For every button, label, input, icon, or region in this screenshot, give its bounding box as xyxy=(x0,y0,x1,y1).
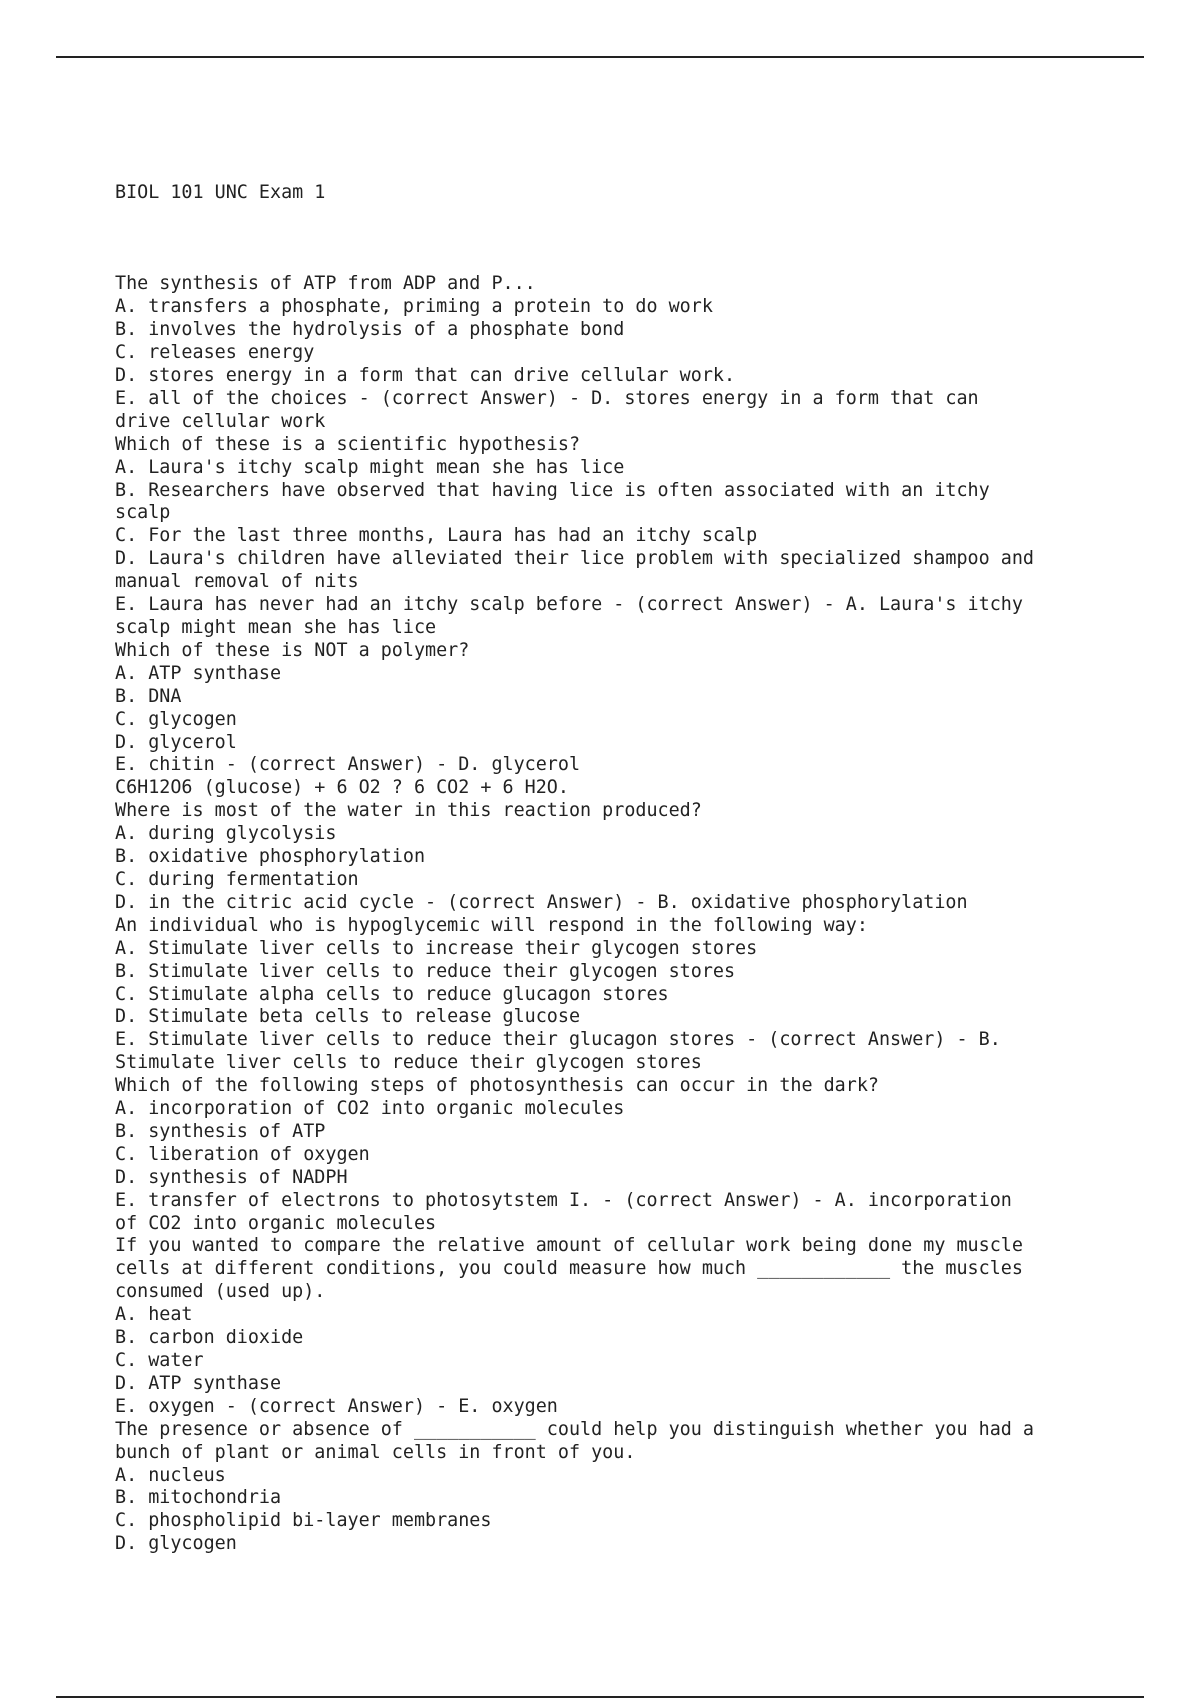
text-line: D. ATP synthase xyxy=(115,1372,282,1394)
text-line: drive cellular work xyxy=(115,410,326,432)
text-line: scalp xyxy=(115,502,171,524)
text-line: A. nucleus xyxy=(115,1464,226,1486)
text-line: C. Stimulate alpha cells to reduce glucagon stores xyxy=(115,983,669,1005)
text-line: B. DNA xyxy=(115,685,182,707)
text-line: Stimulate liver cells to reduce their glycogen stores xyxy=(115,1052,702,1074)
text-line: D. glycogen xyxy=(115,1533,237,1555)
text-line: E. oxygen - (correct Answer) - E. oxygen xyxy=(115,1395,558,1417)
text-line: Which of these is NOT a polymer? xyxy=(115,639,470,661)
text-line: B. mitochondria xyxy=(115,1487,282,1509)
text-line: C. phospholipid bi-layer membranes xyxy=(115,1510,492,1532)
text-line: A. transfers a phosphate, priming a protein to do work xyxy=(115,296,713,318)
text-line: D. stores energy in a form that can drive cellular work. xyxy=(115,365,736,387)
text-line: E. transfer of electrons to photosytstem I. - (correct Answer) - A. incorporation xyxy=(115,1189,1012,1211)
text-line: A. Stimulate liver cells to increase their glycogen stores xyxy=(115,937,758,959)
text-line: D. Laura's children have alleviated their lice problem with specialized shampoo and xyxy=(115,548,1034,570)
text-line: The synthesis of ATP from ADP and P... xyxy=(115,273,536,295)
text-line: A. during glycolysis xyxy=(115,823,337,845)
text-line: B. oxidative phosphorylation xyxy=(115,846,426,868)
text-line: B. Stimulate liver cells to reduce their glycogen stores xyxy=(115,960,736,982)
text-line: consumed (used up). xyxy=(115,1281,326,1303)
text-line: A. heat xyxy=(115,1304,193,1326)
text-line: B. carbon dioxide xyxy=(115,1327,304,1349)
text-line: cells at different conditions, you could measure how much ____________ the muscles xyxy=(115,1258,1023,1280)
document-body xyxy=(115,136,1155,1579)
question-list xyxy=(115,273,1155,1556)
text-line: B. involves the hydrolysis of a phosphate bond xyxy=(115,319,625,341)
text-line: C. during fermentation xyxy=(115,868,359,890)
text-line: E. chitin - (correct Answer) - D. glycerol xyxy=(115,754,581,776)
text-line: C. releases energy xyxy=(115,342,315,364)
text-line: If you wanted to compare the relative amount of cellular work being done my muscle xyxy=(115,1235,1023,1257)
text-line: C. glycogen xyxy=(115,708,237,730)
text-line: C. For the last three months, Laura has had an itchy scalp xyxy=(115,525,758,547)
text-line: D. Stimulate beta cells to release glucose xyxy=(115,1006,581,1028)
text-line: manual removal of nits xyxy=(115,571,359,593)
bottom-rule xyxy=(56,1696,1144,1698)
text-line: An individual who is hypoglycemic will respond in the following way: xyxy=(115,914,868,936)
text-line: A. incorporation of CO2 into organic molecules xyxy=(115,1098,625,1120)
text-line: C. liberation of oxygen xyxy=(115,1143,370,1165)
top-rule xyxy=(56,56,1144,58)
text-line: E. all of the choices - (correct Answer) - D. stores energy in a form that can xyxy=(115,387,979,409)
text-line: C. water xyxy=(115,1350,204,1372)
text-line: E. Stimulate liver cells to reduce their glucagon stores - (correct Answer) - B. xyxy=(115,1029,1001,1051)
text-line: B. synthesis of ATP xyxy=(115,1120,326,1142)
text-line: A. ATP synthase xyxy=(115,662,282,684)
document-title: BIOL 101 UNC Exam 1 xyxy=(115,181,326,203)
text-line: scalp might mean she has lice xyxy=(115,617,437,639)
text-line: D. glycerol xyxy=(115,731,237,753)
text-line: E. Laura has never had an itchy scalp before - (correct Answer) - A. Laura's itchy xyxy=(115,594,1023,616)
text-line: The presence or absence of ___________ could help you distinguish whether you had a xyxy=(115,1418,1034,1440)
text-line: of CO2 into organic molecules xyxy=(115,1212,437,1234)
text-line: B. Researchers have observed that having lice is often associated with an itchy xyxy=(115,479,990,501)
text-line: Which of these is a scientific hypothesis? xyxy=(115,433,581,455)
text-line: D. in the citric acid cycle - (correct Answer) - B. oxidative phosphorylation xyxy=(115,891,968,913)
text-line: Where is most of the water in this reaction produced? xyxy=(115,800,702,822)
text-line: Which of the following steps of photosynthesis can occur in the dark? xyxy=(115,1075,879,1097)
text-line: C6H12O6 (glucose) + 6 O2 ? 6 CO2 + 6 H2O. xyxy=(115,777,569,799)
text-line: A. Laura's itchy scalp might mean she has lice xyxy=(115,456,625,478)
text-line: D. synthesis of NADPH xyxy=(115,1166,348,1188)
text-line: bunch of plant or animal cells in front of you. xyxy=(115,1441,636,1463)
